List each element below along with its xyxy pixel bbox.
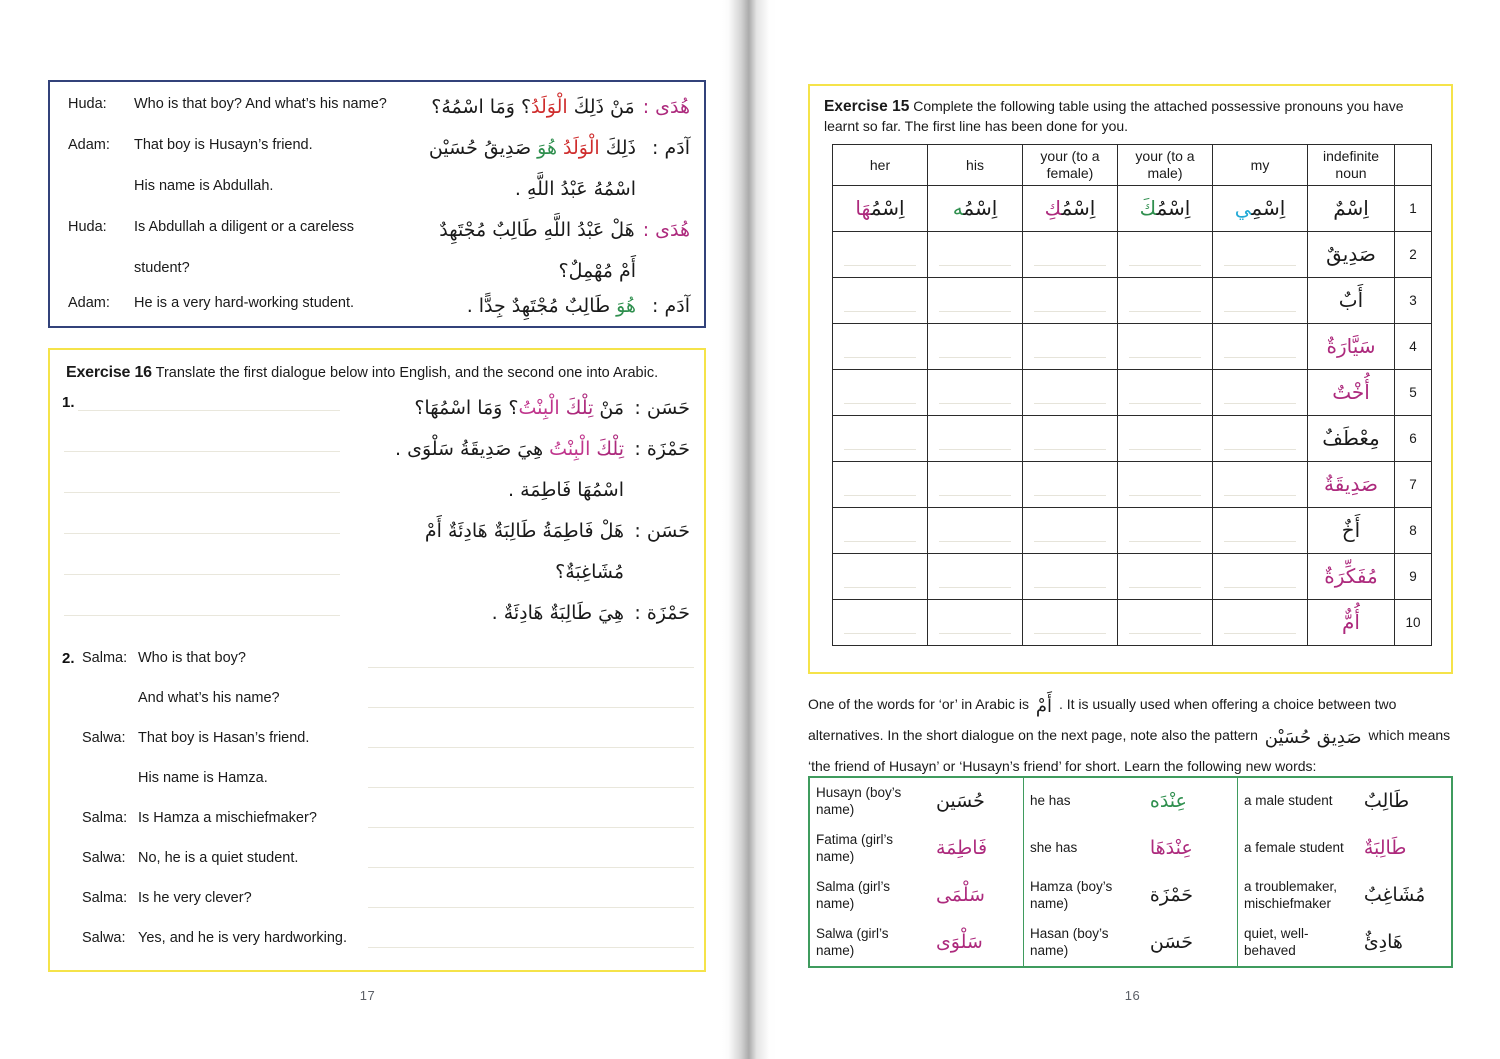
arabic-text [508, 476, 624, 505]
vocabulary-table [810, 778, 1451, 966]
vocab-arabic [930, 919, 1024, 966]
vocab-arabic [930, 778, 1024, 825]
table-cell-filled[interactable] [1213, 186, 1308, 232]
arabic-text [439, 216, 634, 245]
exercise-16-arabic-line [425, 517, 690, 546]
table-header-row [833, 145, 1432, 186]
dialogue-arabic [429, 134, 690, 163]
arabic-segment: سَلْمَى [935, 883, 985, 906]
table-row [833, 186, 1432, 232]
arabic-text [1342, 518, 1360, 542]
arabic-text [555, 558, 624, 587]
table-cell-blank[interactable] [928, 232, 1023, 278]
exercise-16-speaker-en: Salma: [82, 650, 128, 666]
arabic-segment: عِنْدَهَا [1149, 836, 1193, 859]
arabic-segment: أَبٌ [1338, 288, 1364, 312]
answer-write-line[interactable] [368, 947, 694, 948]
table-column-header [1395, 145, 1432, 186]
arabic-segment: هِيَ طَالِبَةٌ هَادِئَةٌ . [491, 602, 624, 624]
note-arabic-or: أَمْ [1035, 696, 1053, 717]
table-row-number: 3 [1395, 278, 1432, 324]
arabic-segment: سَيَّارَةٌ [1326, 334, 1376, 358]
exercise-16-speaker-ar: حَمْزَة : [634, 438, 690, 460]
table-cell-filled[interactable] [1118, 186, 1213, 232]
arabic-text [1150, 837, 1193, 859]
note-arabic-idafa: صَدِيق حُسَيْن [1264, 726, 1362, 748]
vocab-arabic [930, 872, 1024, 919]
arabic-segment: الْبِنْتُ [549, 438, 591, 460]
exercise-16-speaker-en: Salma: [82, 890, 128, 906]
arabic-text [1364, 837, 1407, 859]
arabic-segment: حَسَن [1149, 930, 1194, 953]
table-row [833, 508, 1432, 554]
arabic-text [1235, 196, 1286, 220]
arabic-segment: اِسْمُ [963, 196, 998, 220]
dialogue-row [50, 178, 704, 218]
vocab-arabic [1144, 825, 1238, 872]
table-cell-blank[interactable] [1118, 278, 1213, 324]
table-row-number: 2 [1395, 232, 1432, 278]
arabic-segment: هَلْ فَاطِمَةُ طَالِبَةٌ هَادِئَةٌ أَمْ [424, 520, 624, 542]
arabic-segment: كِ [1044, 196, 1062, 220]
dialogue-text-en: That boy is Husayn’s friend. [134, 137, 313, 153]
table-row [833, 462, 1432, 508]
dialogue-arabic [559, 257, 690, 286]
arabic-text [431, 93, 634, 122]
exercise-16-text-en: Yes, and he is very hardworking. [138, 930, 348, 946]
dialogue-row [50, 219, 704, 259]
possessive-pronoun-table [832, 144, 1432, 646]
vocab-english: Husayn (boy’s name) [816, 784, 902, 817]
arabic-segment: هَلْ عَبْدُ اللَّهِ طَالِبٌ مُجْتَهِدٌ [439, 219, 635, 241]
table-cell-noun [1308, 370, 1395, 416]
arabic-segment: مِعْطَفٌ [1322, 426, 1380, 450]
answer-write-line[interactable] [368, 867, 694, 868]
vocab-arabic [1358, 778, 1451, 825]
arabic-text [1339, 288, 1363, 312]
dialogue-arabic [467, 292, 690, 321]
table-cell-blank[interactable] [928, 416, 1023, 462]
vocab-english: a female student [1237, 825, 1357, 872]
exercise-16-text-en: Is he very clever? [138, 890, 252, 906]
arabic-segment: ؟ وَمَا اسْمُهَا؟ [414, 397, 519, 419]
table-cell-blank[interactable] [928, 554, 1023, 600]
exercise-16-label: Exercise 16 [66, 364, 152, 381]
table-cell-blank[interactable] [1118, 324, 1213, 370]
arabic-segment: هَادِئٌ [1363, 930, 1403, 953]
arabic-segment: أُخْتٌ [1332, 380, 1370, 404]
answer-write-line[interactable] [368, 827, 694, 828]
table-cell-filled[interactable] [928, 186, 1023, 232]
arabic-text [1045, 196, 1096, 220]
arabic-text [936, 837, 987, 859]
table-cell-blank[interactable] [833, 462, 928, 508]
table-column-header: his [928, 145, 1023, 186]
exercise-16-speaker-ar: حَمْزَة : [634, 602, 690, 624]
table-row [833, 324, 1432, 370]
arabic-text [855, 196, 904, 220]
vocab-english: Hamza (boy’s name) [1024, 872, 1144, 919]
table-cell-blank[interactable] [1023, 416, 1118, 462]
vocab-english: a male student [1237, 778, 1357, 825]
note-paragraph [808, 692, 1453, 778]
vocab-english: Hasan (boy’s name) [1024, 919, 1144, 966]
table-row [833, 370, 1432, 416]
arabic-segment: مَنْ [593, 397, 624, 419]
exercise-16-heading [66, 362, 690, 384]
table-cell-blank[interactable] [1118, 416, 1213, 462]
exercise-15-instruction: Complete the following table using the attached possessive pronouns you have learnt so far. The first line has been done for you. [824, 98, 1404, 135]
table-cell-blank[interactable] [833, 554, 928, 600]
table-row-number: 4 [1395, 324, 1432, 370]
arabic-text [1326, 242, 1376, 266]
arabic-segment: صَدِيقَةٌ [1324, 472, 1378, 496]
answer-write-line[interactable] [64, 615, 340, 616]
table-cell-noun [1308, 554, 1395, 600]
dialogue-arabic [515, 175, 690, 204]
page-left [0, 0, 735, 1059]
table-cell-blank[interactable] [833, 600, 928, 646]
table-cell-blank[interactable] [928, 508, 1023, 554]
arabic-segment: ِي [1234, 196, 1252, 220]
arabic-text [395, 435, 624, 464]
dialogue-box [48, 80, 706, 328]
arabic-text [429, 134, 636, 163]
table-row-number: 9 [1395, 554, 1432, 600]
dialogue-arabic [439, 216, 690, 245]
dialogue-text-en: student? [134, 260, 190, 276]
arabic-segment: تِلْكَ [565, 397, 594, 419]
arabic-segment: اِسْم [1251, 196, 1286, 220]
dialogue-speaker-ar: آدَم : [652, 295, 690, 317]
vocab-arabic [1144, 919, 1238, 966]
exercise-16-arabic-line [555, 558, 690, 587]
arabic-segment: هُوَ [537, 137, 557, 159]
vocab-arabic [1144, 778, 1238, 825]
table-row [833, 232, 1432, 278]
table-cell-noun [1308, 278, 1395, 324]
vocab-english: a troublemaker, mischiefmaker [1237, 872, 1357, 919]
arabic-segment: هُوَ [616, 295, 636, 317]
arabic-text [1150, 790, 1187, 812]
table-cell-noun [1308, 462, 1395, 508]
table-cell-blank[interactable] [1023, 554, 1118, 600]
dialogue-text-en: His name is Abdullah. [134, 178, 274, 194]
arabic-text [1150, 884, 1193, 906]
vocab-english: quiet, well-behaved [1237, 919, 1357, 966]
vocab-english: Salwa (girl’s name) [816, 925, 889, 958]
table-cell-blank[interactable] [1023, 324, 1118, 370]
table-cell-noun [1308, 508, 1395, 554]
arabic-text [425, 517, 624, 546]
table-cell-blank[interactable] [1023, 370, 1118, 416]
table-cell-noun [1308, 324, 1395, 370]
answer-write-line[interactable] [64, 574, 340, 575]
arabic-segment: هَا [855, 196, 871, 220]
table-cell-blank[interactable] [833, 232, 928, 278]
exercise-16-text-en: Is Hamza a mischiefmaker? [138, 810, 317, 826]
arabic-segment: طَالِبٌ مُجْتَهِدٌ جِدًّا . [466, 295, 617, 317]
arabic-segment: فَاطِمَة [935, 836, 988, 859]
table-cell-filled[interactable] [833, 186, 928, 232]
table-cell-noun [1308, 232, 1395, 278]
table-row [833, 600, 1432, 646]
table-cell-blank[interactable] [1118, 600, 1213, 646]
arabic-text [1364, 884, 1426, 906]
table-column-header: your (to a female) [1023, 145, 1118, 186]
table-cell-blank[interactable] [1118, 508, 1213, 554]
vocab-arabic [1144, 872, 1238, 919]
table-cell-blank[interactable] [1213, 508, 1308, 554]
table-cell-blank[interactable] [1118, 232, 1213, 278]
vocab-arabic [930, 825, 1024, 872]
question-number-2: 2. [62, 650, 75, 667]
arabic-segment: تِلْكَ [596, 438, 624, 460]
table-cell-noun [1308, 186, 1395, 232]
arabic-segment: ه [952, 196, 964, 220]
exercise-16-speaker-en: Salwa: [82, 730, 126, 746]
arabic-segment: اِسْمُ [1061, 196, 1096, 220]
arabic-text [1324, 472, 1378, 496]
exercise-16-arabic-line [414, 394, 690, 423]
dialogue-row [50, 137, 704, 177]
arabic-text [1342, 610, 1360, 634]
exercise-16-text-en: And what’s his name? [138, 690, 280, 706]
exercise-16-speaker-ar: حَسَن : [634, 520, 690, 542]
answer-write-line[interactable] [64, 451, 340, 452]
vocab-row [810, 919, 1451, 966]
table-column-header: indefinite noun [1308, 145, 1395, 186]
table-cell-filled[interactable] [1023, 186, 1118, 232]
exercise-16-speaker-en: Salma: [82, 810, 128, 826]
table-cell-blank[interactable] [1023, 232, 1118, 278]
vocab-english: Salma (girl’s name) [816, 878, 891, 911]
arabic-segment: عِنْدَه [1149, 789, 1187, 812]
answer-write-line[interactable] [368, 667, 694, 668]
arabic-segment: اسْمُهَا فَاطِمَة . [507, 479, 624, 501]
arabic-segment: حُسَين [935, 789, 985, 812]
vocab-row [810, 778, 1451, 825]
table-cell-blank[interactable] [833, 370, 928, 416]
exercise-16-text-en: That boy is Hasan’s friend. [138, 730, 310, 746]
exercise-16-arabic-line [492, 599, 690, 628]
note-text-1: One of the words for ‘or’ in Arabic is [808, 696, 1029, 712]
table-cell-blank[interactable] [1023, 600, 1118, 646]
arabic-segment: أَمْ مُهْمِلٌ؟ [558, 260, 636, 282]
table-cell-blank[interactable] [833, 416, 928, 462]
arabic-segment: مُشَاغِبٌ [1363, 883, 1426, 906]
arabic-segment: حَمْزَة [1149, 883, 1194, 906]
note-text-3: which means ‘the friend of Husayn’ or ‘Husayn’s friend’ for short. Learn the following new words: [808, 726, 1451, 774]
answer-write-line[interactable] [64, 492, 340, 493]
vocab-english: she has [1024, 825, 1144, 872]
arabic-segment: الْبِنْتُ [518, 397, 560, 419]
answer-write-line[interactable] [78, 410, 340, 411]
table-cell-blank[interactable] [928, 462, 1023, 508]
vocabulary-body [810, 778, 1451, 966]
table-cell-blank[interactable] [928, 278, 1023, 324]
dialogue-row [50, 295, 704, 335]
table-cell-blank[interactable] [1213, 462, 1308, 508]
arabic-segment: سَلْوَى [935, 930, 983, 953]
vocab-english: he has [1024, 778, 1144, 825]
table-cell-blank[interactable] [1118, 554, 1213, 600]
table-row-number: 1 [1395, 186, 1432, 232]
arabic-text [1326, 334, 1375, 358]
answer-write-line[interactable] [368, 907, 694, 908]
table-row-number: 6 [1395, 416, 1432, 462]
table-cell-blank[interactable] [1213, 554, 1308, 600]
answer-write-line[interactable] [64, 533, 340, 534]
table-cell-blank[interactable] [1213, 324, 1308, 370]
answer-write-line[interactable] [368, 747, 694, 748]
answer-write-line[interactable] [368, 787, 694, 788]
exercise-15-label: Exercise 15 [824, 98, 910, 115]
arabic-segment: صَدِيقٌ [1326, 242, 1376, 266]
exercise-16-arabic-line [508, 476, 690, 505]
arabic-text [515, 175, 636, 204]
arabic-text [936, 931, 983, 953]
arabic-text [1364, 790, 1409, 812]
arabic-text [1140, 196, 1191, 220]
dialogue-row [50, 96, 704, 136]
dialogue-text-en: He is a very hard-working student. [134, 295, 355, 311]
dialogue-speaker-en: Adam: [68, 137, 110, 153]
arabic-text [414, 394, 624, 423]
arabic-text [467, 292, 636, 321]
dialogue-speaker-en: Huda: [68, 96, 107, 112]
table-cell-blank[interactable] [928, 324, 1023, 370]
arabic-segment: أُمٌّ [1342, 610, 1360, 634]
exercise-16-box [48, 348, 706, 972]
dialogue-text-en: Who is that boy? And what’s his name? [134, 96, 387, 112]
table-column-header: my [1213, 145, 1308, 186]
note-text-2: . It is usually used when offering a choice between two alternatives. In the short dialogue on the next page, note also the pattern [808, 696, 1397, 743]
arabic-text [936, 790, 985, 812]
table-cell-blank[interactable] [1213, 600, 1308, 646]
exercise-16-speaker-ar: حَسَن : [634, 397, 690, 419]
table-row-number: 10 [1395, 600, 1432, 646]
arabic-segment: طَالِبٌ [1363, 789, 1410, 812]
arabic-text [936, 884, 985, 906]
vocab-row [810, 825, 1451, 872]
arabic-text [492, 599, 624, 628]
arabic-text [1333, 196, 1369, 220]
vocab-row [810, 872, 1451, 919]
exercise-15-box [808, 84, 1453, 674]
vocab-arabic [1358, 825, 1451, 872]
table-cell-blank[interactable] [1023, 278, 1118, 324]
arabic-text [1150, 931, 1193, 953]
exercise-16-speaker-en: Salwa: [82, 850, 126, 866]
dialogue-text-en: Is Abdullah a diligent or a careless [134, 219, 355, 235]
exercise-16-text-en: No, he is a quiet student. [138, 850, 299, 866]
table-column-header: your (to a male) [1118, 145, 1213, 186]
vocab-arabic [1358, 919, 1451, 966]
exercise-16-instruction: Translate the first dialogue below into English, and the second one into Arabic. [151, 365, 659, 381]
table-body [833, 186, 1432, 646]
table-row [833, 278, 1432, 324]
dialogue-speaker-en: Huda: [68, 219, 107, 235]
table-cell-blank[interactable] [1023, 508, 1118, 554]
vocabulary-box [808, 776, 1453, 968]
table-cell-blank[interactable] [1023, 462, 1118, 508]
arabic-segment: ؟ وَمَا اسْمُهُ؟ [431, 96, 532, 118]
table-cell-blank[interactable] [1118, 370, 1213, 416]
exercise-16-text-en: His name is Hamza. [138, 770, 268, 786]
arabic-segment: هِيَ صَدِيقَةُ سَلْوَى . [395, 438, 550, 460]
arabic-text [559, 257, 636, 286]
table-row-number: 7 [1395, 462, 1432, 508]
exercise-15-heading [824, 96, 1439, 137]
table-cell-blank[interactable] [833, 278, 928, 324]
arabic-segment: ذَلِكَ [599, 137, 636, 159]
arabic-text [1324, 564, 1377, 588]
table-cell-blank[interactable] [1213, 370, 1308, 416]
arabic-segment: كَ [1139, 196, 1157, 220]
arabic-segment: اِسْمُ [870, 196, 905, 220]
arabic-text [953, 196, 998, 220]
table-cell-blank[interactable] [1213, 278, 1308, 324]
table-cell-noun [1308, 600, 1395, 646]
table-row [833, 554, 1432, 600]
arabic-segment: اِسْمٌ [1333, 196, 1369, 220]
dialogue-speaker-ar: هُدَى : [642, 219, 690, 241]
arabic-segment: أَخٌ [1341, 518, 1361, 542]
table-cell-blank[interactable] [928, 600, 1023, 646]
table-cell-blank[interactable] [833, 508, 928, 554]
table-cell-blank[interactable] [928, 370, 1023, 416]
arabic-segment: صَدِيقُ حُسَيْن [428, 137, 538, 159]
question-number-1: 1. [62, 394, 75, 411]
arabic-segment: اسْمُهُ عَبْدُ اللَّهِ . [514, 178, 636, 200]
arabic-segment: الْوَلَدُ [563, 137, 600, 159]
table-row-number: 8 [1395, 508, 1432, 554]
table-row-number: 5 [1395, 370, 1432, 416]
arabic-segment: الْوَلَدُ [531, 96, 568, 118]
table-cell-blank[interactable] [1213, 232, 1308, 278]
page-number-right: 16 [1124, 988, 1141, 1003]
arabic-text [1322, 426, 1379, 450]
dialogue-speaker-ar: هُدَى : [642, 96, 690, 118]
table-cell-noun [1308, 416, 1395, 462]
table-row [833, 416, 1432, 462]
dialogue-speaker-en: Adam: [68, 295, 110, 311]
page-number-left: 17 [359, 988, 376, 1003]
arabic-segment: مُفَكِّرَةٌ [1324, 564, 1378, 588]
dialogue-speaker-ar: آدَم : [652, 137, 690, 159]
exercise-16-text-en: Who is that boy? [138, 650, 246, 666]
vocab-english: Fatima (girl’s name) [816, 831, 894, 864]
table-cell-blank[interactable] [1213, 416, 1308, 462]
arabic-text [1332, 380, 1370, 404]
answer-write-line[interactable] [368, 707, 694, 708]
table-cell-blank[interactable] [833, 324, 928, 370]
arabic-segment: مُشَاغِبَةٌ؟ [555, 561, 624, 583]
vocab-arabic [1358, 872, 1451, 919]
arabic-segment: اِسْمُ [1156, 196, 1191, 220]
arabic-segment: مَنْ ذَلِكَ [567, 96, 635, 118]
dialogue-arabic [431, 93, 690, 122]
table-cell-blank[interactable] [1118, 462, 1213, 508]
arabic-segment: طَالِبَةٌ [1363, 836, 1407, 859]
exercise-16-arabic-line [395, 435, 690, 464]
exercise-16-speaker-en: Salwa: [82, 930, 126, 946]
arabic-text [1364, 931, 1403, 953]
table-column-header: her [833, 145, 928, 186]
